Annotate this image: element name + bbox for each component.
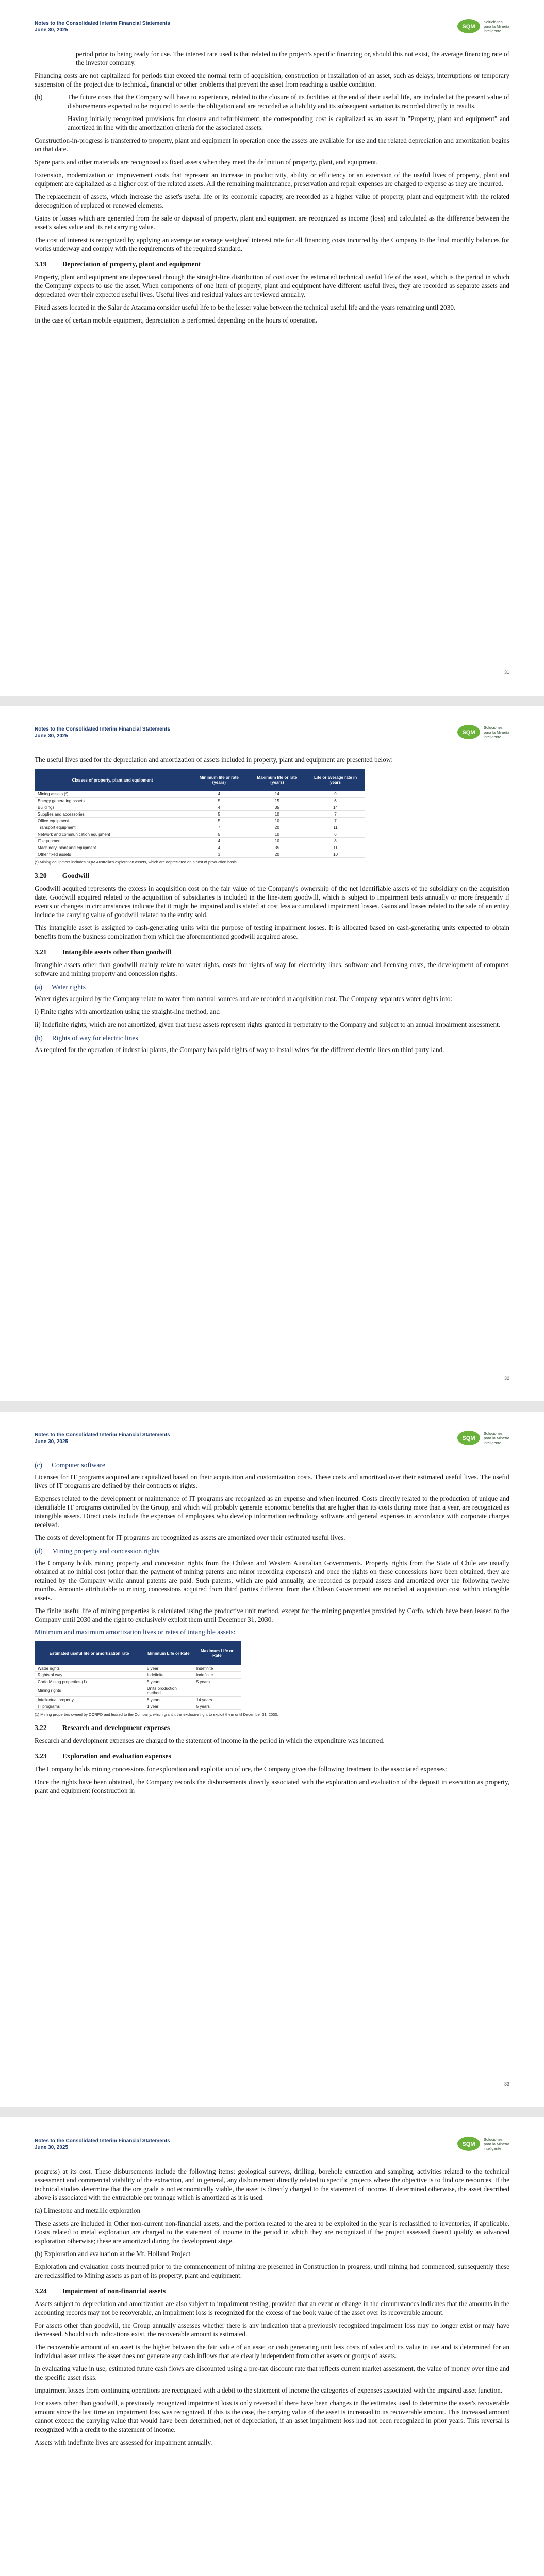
table-cell: Intellectual property (35, 1697, 144, 1703)
subsection-heading: (b) Rights of way for electric lines (35, 1034, 138, 1042)
table-cell: 4 (190, 804, 248, 811)
table-row (35, 804, 365, 811)
table-cell: 7 (306, 811, 365, 818)
header-date: June 30, 2025 (35, 27, 69, 33)
paragraph: For assets other than goodwill, the Group annually assesses whether there is any indication that a previously recognized impairment loss may no longer exist or may have decreased. Should such indications exist, the recoverable amount is estimated. (35, 2321, 509, 2338)
paragraph: The Company holds mining property and concession rights from the Chilean and Western Australian Governments. Property rights from the State of Chile are usually obtained at no initial cost (other than the payment of mining patents and minor recording expenses) and once the rights on these concessions have been obtained, they are retained by the Company while annual patents are paid. Such patents, which are paid annually, are recorded as prepaid assets and amortized over the following twelve months. Amounts attributable to mining concessions acquired from third parties different from the Chilean Government are recorded at acquisition cost within intangible assets. (35, 1559, 509, 1602)
svg-text:SQM: SQM (462, 1435, 475, 1442)
logo-tagline: Soluciones para la Minería inteligente (483, 725, 509, 739)
table-cell: 5 year (144, 1665, 193, 1672)
table-cell: 7 (306, 818, 365, 824)
paragraph: Water rights acquired by the Company relate to water from natural sources and are recorded at acquisition cost. The Company separates water rights into: (35, 995, 453, 1003)
page-header (35, 21, 509, 43)
sqm-logo-icon (457, 2136, 481, 2151)
table-cell: 10 (248, 811, 306, 818)
table-header-cell: Classes of property, plant and equipment (35, 769, 190, 791)
paragraph: period prior to being ready for use. The interest rate used is that related to the project's specific financing or, should this not exist, the average financing rate of the investor company. (76, 50, 509, 66)
sqm-logo-icon (457, 1430, 481, 1446)
paragraph: The finite useful life of mining properties is calculated using the productive unit method, except for the mining properties provided by Corfo, which have been leased to the Company until 2030 and the right to exclusively exploit them until December 31, 2030. (35, 1607, 509, 1623)
page-header (35, 2138, 509, 2161)
paragraph: In the case of certain mobile equipment, depreciation is performed depending on the hours of operation. (35, 316, 318, 324)
paragraph: As required for the operation of industrial plants, the Company has paid rights of way to install wires for the different electric lines on third party land. (35, 1046, 444, 1054)
table-cell: 5 (190, 811, 248, 818)
page-number: 31 (504, 670, 509, 675)
table-cell: 4 (190, 838, 248, 844)
table-cell: 4 (190, 844, 248, 851)
table-cell: Network and communication equipment (35, 831, 190, 838)
paragraph: The Company holds mining concessions for exploration and exploitation of ore, the Company gives the following treatment to the associated expenses: (35, 1765, 447, 1773)
page-34 (0, 2117, 544, 2576)
table-cell: 11 (306, 844, 365, 851)
table-cell: Other fixed assets (35, 851, 190, 858)
sqm-logo (457, 1430, 509, 1446)
paragraph: Goodwill acquired represents the excess in acquisition cost on the fair value of the Company's ownership of the net identifiable assets of the subsidiary on the acquisition date. Goodwill acquired related to the acquisition of subsidiaries is included in the line-item goodwill, which is subject to impairment tests annually or more frequently if events or changes in circumstances indicate that it might be impaired and is stated at cost less accumulated impairment losses. Gains and losses related to the sale of an entity include the carrying value of goodwill related to the entity sold. (35, 885, 509, 919)
subsection-heading: (a) Water rights (35, 983, 86, 991)
section-heading: 3.24 Impairment of non-financial assets (35, 2287, 166, 2295)
table-cell: 14 years (193, 1697, 241, 1703)
table-header-cell: Maximum life or rate (years) (248, 769, 306, 791)
header-date: June 30, 2025 (35, 733, 69, 739)
sqm-logo (457, 19, 509, 34)
paragraph: These assets are included in Other non-current non-financial assets, and the portion related to the area to be exploited in the year is reclassified to inventories, if applicable. Costs related to metal exploration are charged to the statement of income in the period in which they are recognized if the project assessed doesn't qualify as advanced exploration otherwise; these are amortized during the development stage. (35, 2219, 509, 2245)
list-label: (b) (35, 93, 43, 101)
paragraph: Licenses for IT programs acquired are capitalized based on their acquisition and customization costs. These costs and amortized over their estimated useful lives. The useful lives of IT programs are defined by their contracts or rights. (35, 1473, 509, 1489)
paragraph: The recoverable amount of an asset is the higher between the fair value of an asset or cash generating unit less costs of sales and its value in use and is determined for an individual asset unless the asset does not generate any cash inflows that are clearly independent from other assets or groups of assets. (35, 2343, 509, 2360)
table-cell: 15 (248, 798, 306, 804)
table-header-cell: Maximum Life or Rate (193, 1641, 241, 1665)
page-header (35, 1432, 509, 1455)
logo-tagline: Soluciones para la Minería inteligente (483, 2137, 509, 2151)
page-header (35, 726, 509, 749)
table-cell: Indefinite (193, 1665, 241, 1672)
table-cell: 4 (190, 791, 248, 798)
paragraph: The useful lives used for the depreciation and amortization of assets included in property, plant and equipment are presented below: (35, 756, 393, 764)
list-item-b (35, 93, 509, 136)
table-cell: 7 (190, 824, 248, 831)
paragraph: Extension, modernization or improvement costs that represent an increase in productivity, ability or efficiency or an extension of the useful lives of property, plant and equipment are capitalized as a higher cost of the related assets. All the remaining maintenance, preservation and repair expenses are charged to expense as they are incurred. (35, 171, 509, 188)
table-cell: Supplies and accessories (35, 811, 190, 818)
table-header-cell: Minimum Life or Rate (144, 1641, 193, 1665)
table-row (35, 838, 365, 844)
table-caption: Minimum and maximum amortization lives or rates of intangible assets: (35, 1628, 236, 1636)
table-cell: Indefinite (193, 1672, 241, 1679)
paragraph: The cost of interest is recognized by applying an average or average weighted interest rate for all financing costs incurred by the Company to the final monthly balances for works underway and comply with the requirements of the required standard. (35, 236, 509, 252)
svg-text:SQM: SQM (462, 730, 475, 736)
header-title: Notes to the Consolidated Interim Financial Statements (35, 726, 170, 732)
table-header-row (35, 1641, 241, 1665)
section-heading: 3.22 Research and development expenses (35, 1724, 170, 1732)
table-cell: 5 years (193, 1679, 241, 1685)
table-row (35, 1679, 241, 1685)
table-cell: Corfo Mining properties (1) (35, 1679, 144, 1685)
table-cell: 9 (306, 791, 365, 798)
table-row (35, 851, 365, 858)
table-cell: 10 (248, 831, 306, 838)
sqm-logo-icon (457, 19, 481, 34)
paragraph: Impairment losses from continuing operations are recognized with a debit to the statement of income the categories of expenses associated with the impaired asset function. (35, 2386, 503, 2394)
table-cell: Rights of way (35, 1672, 144, 1679)
table-header-row (35, 769, 365, 791)
table-cell: Water rights (35, 1665, 144, 1672)
logo-tagline: Soluciones para la Minería inteligente (483, 19, 509, 33)
table-cell: Buildings (35, 804, 190, 811)
page-33 (0, 1412, 544, 2107)
paragraph: This intangible asset is assigned to cash-generating units with the purpose of testing impairment losses. It is allocated based on cash-generating units expected to obtain benefits from the business combination from which the aforementioned goodwill acquired arose. (35, 924, 509, 940)
table-cell: 5 years (144, 1679, 193, 1685)
paragraph: Intangible assets other than goodwill mainly relate to water rights, costs for rights of way for electricity lines, software and licensing costs, the development of computer software and mining property and concession rights. (35, 961, 509, 977)
paragraph: Assets with indefinite lives are assessed for impairment annually. (35, 2438, 212, 2446)
section-heading: 3.23 Exploration and evaluation expenses (35, 1752, 171, 1760)
header-title: Notes to the Consolidated Interim Financial Statements (35, 2138, 170, 2144)
table-cell: IT equipment (35, 838, 190, 844)
page-31 (0, 0, 544, 696)
table-header-cell: Estimated useful life or amortization rate (35, 1641, 144, 1665)
paragraph: The replacement of assets, which increase the asset's useful life or its economic capacity, are recorded as a higher value of property, plant and equipment with the related derecognition of replaced or renewed elements. (35, 193, 509, 209)
paragraph: The costs of development for IT programs are recognized as assets are amortized over their estimated useful lives. (35, 1534, 345, 1541)
table-row (35, 1685, 241, 1697)
table-cell: 20 (248, 851, 306, 858)
paragraph: Spare parts and other materials are recognized as fixed assets when they meet the definition of property, plant, and equipment. (35, 158, 378, 166)
paragraph: i) Finite rights with amortization using the straight-line method, and (35, 1008, 220, 1015)
subsection-heading: (c) Computer software (35, 1461, 105, 1469)
header-title: Notes to the Consolidated Interim Financial Statements (35, 21, 170, 26)
paragraph: For assets other than goodwill, a previously recognized impairment loss is only reversed if there have been changes in the estimates used to determine the asset's recoverable amount since the last time an impairment loss was recognized. If this is the case, the carrying value of the asset is increased to its recoverable amount. This increased amount cannot exceed the carrying value that would have been determined, net of depreciation, if an asset impairment loss had not been recognized in prior years. This reversal is recognized with a credit to the statement of income. (35, 2399, 509, 2433)
table-cell: Mining assets (*) (35, 791, 190, 798)
paragraph: Gains or losses which are generated from the sale or disposal of property, plant and equipment are recognized as income (loss) and calculated as the difference between the asset's sales value and its net carrying value. (35, 214, 509, 231)
paragraph: ii) Indefinite rights, which are not amortized, given that these assets represent rights granted in perpetuity to the Company and subject to an annual impairment assessment. (35, 1021, 501, 1028)
section-heading: 3.20 Goodwill (35, 872, 90, 879)
table-cell: 35 (248, 844, 306, 851)
table-cell: 10 (306, 851, 365, 858)
table-row (35, 1697, 241, 1703)
sqm-logo (457, 2136, 509, 2151)
logo-tagline: Soluciones para la Minería inteligente (483, 1431, 509, 1445)
section-heading: 3.19 Depreciation of property, plant and equipment (35, 260, 201, 268)
table-footnote: (*) Mining equipment includes SQM Australia's exploration assets, which are depreciated on a cost of production basis. (35, 860, 238, 865)
page-number: 32 (504, 1376, 509, 1381)
table-cell: Office equipment (35, 818, 190, 824)
intangible-lives-table (35, 1641, 241, 1710)
table-cell: 10 (248, 838, 306, 844)
table-row (35, 791, 365, 798)
paragraph: Fixed assets located in the Salar de Atacama consider useful life to be the lesser value between the technical useful life and the years remaining until 2030. (35, 303, 456, 311)
table-row (35, 1703, 241, 1710)
paragraph: Exploration and evaluation costs incurred prior to the commencement of mining are presented in Construction in progress, until mining had commenced, subsequently these are reclassified to Mining assets as part of its property, plant and equipment. (35, 2263, 509, 2279)
page-32 (0, 706, 544, 1401)
paragraph: Research and development expenses are charged to the statement of income in the period in which the expenditure was incurred. (35, 1737, 385, 1744)
table-cell: 10 (248, 818, 306, 824)
header-title: Notes to the Consolidated Interim Financial Statements (35, 1432, 170, 1438)
table-cell: 14 (248, 791, 306, 798)
table-cell: 11 (306, 824, 365, 831)
table-row (35, 831, 365, 838)
subheading: (a) Limestone and metallic exploration (35, 2207, 141, 2214)
table-cell: Indefinite (144, 1672, 193, 1679)
table-row (35, 824, 365, 831)
paragraph: Construction-in-progress is transferred to property, plant and equipment in operation once the assets are available for use and the related depreciation and amortization begins on that date. (35, 137, 509, 153)
header-date: June 30, 2025 (35, 2145, 69, 2150)
table-cell: Transport equipment (35, 824, 190, 831)
header-date: June 30, 2025 (35, 1439, 69, 1445)
paragraph: In evaluating value in use, estimated future cash flows are discounted using a pre-tax discount rate that reflects current market assessment, the value of money over time and the specific asset risks. (35, 2365, 509, 2381)
table-row (35, 1665, 241, 1672)
sqm-logo-icon (457, 724, 481, 740)
sqm-logo (457, 724, 509, 740)
table-row (35, 818, 365, 824)
table-cell: Energy generating assets (35, 798, 190, 804)
table-cell: 8 (306, 838, 365, 844)
table-cell: 14 (306, 804, 365, 811)
table-cell: 5 (190, 831, 248, 838)
paragraph: progress) at its cost. These disbursements include the following items: geological surveys, drilling, borehole extraction and sampling, activities related to the technical assessment and commercial viability of the extraction, and in general, any disbursement directly related to specific projects where the objective is to find ore resources. If the technical studies determine that the ore grade is not economically viable, the asset is directly charged to the statement of income. If determined otherwise, the asset described above is associated with the extractable ore tonnage which is amortized as it is used. (35, 2167, 509, 2201)
table-cell: 5 (190, 818, 248, 824)
table-cell: 6 (306, 831, 365, 838)
table-cell: 35 (248, 804, 306, 811)
paragraph: Once the rights have been obtained, the Company records the disbursements directly associated with the exploration and evaluation of the deposit in execution as property, plant and equipment (construction in (35, 1778, 509, 1794)
table-cell: Mining rights (35, 1685, 144, 1697)
useful-lives-table (35, 769, 365, 858)
section-heading: 3.21 Intangible assets other than goodwill (35, 948, 171, 956)
paragraph: Financing costs are not capitalized for periods that exceed the normal term of acquisition, construction or installation of an asset, such as delays, interruptions or temporary suspension of the project due to technical, financial or other problems that prevent the asset from reaching a usable condition. (35, 72, 509, 88)
paragraph: Having initially recognized provisions for closure and refurbishment, the corresponding cost is capitalized as an asset in "Property, plant and equipment" and amortized in line with the amortization criteria for the associated assets. (68, 115, 509, 131)
table-cell: 3 (190, 851, 248, 858)
paragraph: Assets subject to depreciation and amortization are also subject to impairment testing, provided that an event or change in the circumstances indicates that the amounts in the accounting records may not be recoverable, an impairment loss is recognized for the excess of the book value of the asset over its recoverable amount. (35, 2300, 509, 2316)
table-row (35, 1672, 241, 1679)
paragraph: Property, plant and equipment are depreciated through the straight-line distribution of cost over the estimated technical useful life of the asset, which is the period in which the Company expects to use the asset. When components of one item of property, plant and equipment have different useful lives, they are recorded as separate assets and depreciated over their expected useful lives. Useful lives and residual values are reviewed annually. (35, 273, 509, 298)
table-row (35, 811, 365, 818)
paragraph: Expenses related to the development or maintenance of IT programs are recognized as an expense and when incurred. Costs directly related to the production of unique and identifiable IT programs controlled by the Group, and which will probably generate economic benefits that are higher than its costs during more than a year, are recognized as intangible assets. Direct costs include the expenses of employees who develop information technology software and general expenses in accordance with corporate charges received. (35, 1495, 509, 1529)
table-cell: 8 years (144, 1697, 193, 1703)
table-row (35, 798, 365, 804)
table-cell: Machinery, plant and equipment (35, 844, 190, 851)
table-footnote: (1) Mining properties owned by CORFO and leased to the Company, which grant it the exclusive right to exploit them until December 31, 2030. (35, 1712, 278, 1717)
subheading: (b) Exploration and evaluation at the Mt. Holland Project (35, 2250, 191, 2258)
table-cell: Units production method (144, 1685, 193, 1697)
table-cell (193, 1685, 241, 1697)
subsection-heading: (d) Mining property and concession rights (35, 1547, 160, 1555)
svg-text:SQM: SQM (462, 2141, 475, 2147)
page-number: 33 (504, 2081, 509, 2087)
table-cell: 1 year (144, 1703, 193, 1710)
table-cell: IT programs (35, 1703, 144, 1710)
table-cell: 20 (248, 824, 306, 831)
paragraph: The future costs that the Company will have to experience, related to the closure of its facilities at the end of their useful life, are included at the present value of disbursements expected to be required to settle the obligation and are recorded as a liability and its subsequent variation is recorded directly in results. (68, 93, 509, 110)
table-cell: 5 (190, 798, 248, 804)
table-header-cell: Minimum life or rate (years) (190, 769, 248, 791)
table-header-cell: Life or average rate in years (306, 769, 365, 791)
logo-mark-text: SQM (462, 24, 475, 30)
table-cell: 6 (306, 798, 365, 804)
table-row (35, 844, 365, 851)
table-cell: 5 years (193, 1703, 241, 1710)
